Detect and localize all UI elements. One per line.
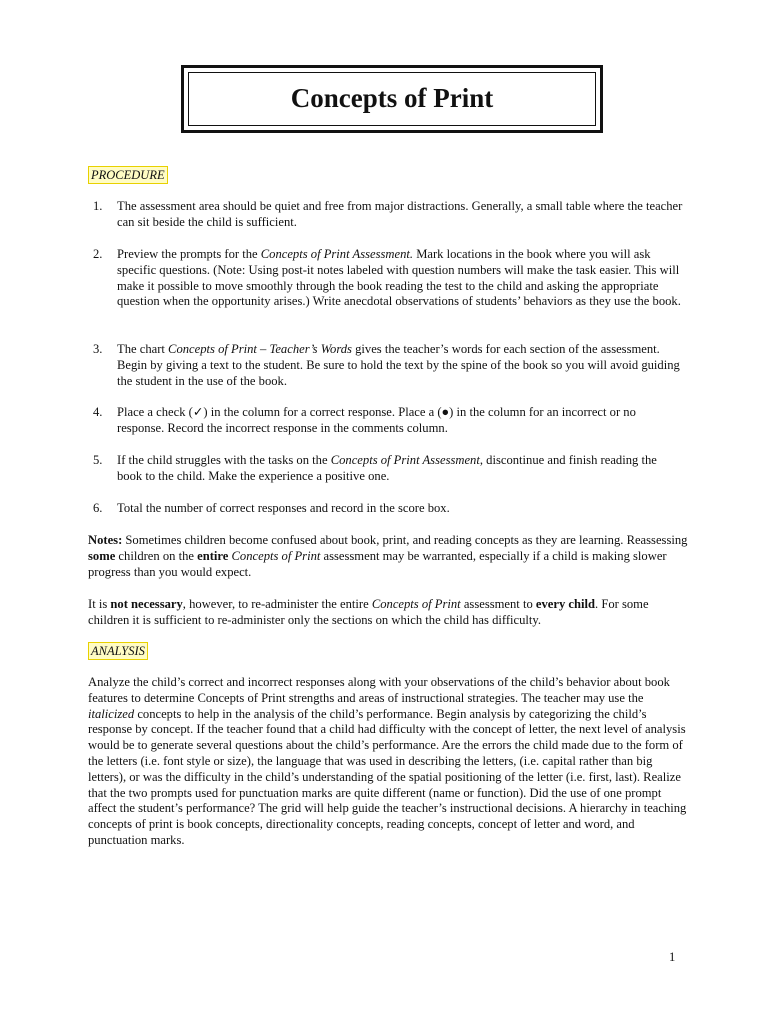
analysis-paragraph: Analyze the child’s correct and incorrect responses along with your observations of the child’s behavior about book features to determine Concepts of Print strengths and areas of instructional strategies. The teacher may use the italicized concepts to help in the analysis of the child’s performance. Begin analysis by categorizing the child’s response by concept. If the teacher found that a child had difficulty with the concept of letter, the next level of analysis would be to generate several questions about the child’s performance. Are the errors the child made due to the form of the letters (i.e. font style or size), the language that was used in describing the letters, (i.e. capital rather than big letters), or was the difficulty in the child’s understanding of the spatial positioning of the letter (i.e. first, last). Realize that the two prompts used for punctuation marks are quite different (name or function). Did the use of one prompt affect the student’s performance? The grid will help guide the teacher’s instructional decisions. A hierarchy in teaching concepts of print is book concepts, directionality concepts, reading concepts, concept of letter and word, and punctuation marks. <box>88 675 687 847</box>
step-number: 6. <box>93 501 103 515</box>
step-emphasis: Concepts of Print – Teacher’s Words <box>168 342 352 356</box>
step-emphasis: Concepts of Print Assessment <box>330 453 480 467</box>
page-number: 1 <box>669 950 676 964</box>
step-3 <box>93 342 683 389</box>
step-text: Total the number of correct responses and record in the score box. <box>117 501 450 515</box>
step-text: The chart Concepts of Print – Teacher’s Words gives the teacher’s words for each section of the assessment. Begin by giving a text to the student. Be sure to hold the text by the spine of the book so you will avoid guiding the student in the use of the book. <box>117 342 680 388</box>
step-text: If the child struggles with the tasks on the Concepts of Print Assessment, discontinue and finish reading the book to the child. Make the experience a positive one. <box>117 453 657 483</box>
step-5 <box>93 453 683 485</box>
not-necessary-paragraph: It is not necessary, however, to re-administer the entire Concepts of Print assessment to every child. For some children it is sufficient to re-administer only the sections on which the child has difficulty. <box>88 597 649 627</box>
title-box <box>181 65 603 133</box>
step-number: 2. <box>93 247 103 261</box>
step-6 <box>93 501 683 517</box>
step-emphasis: Concepts of Print Assessment. <box>260 247 414 261</box>
analysis-heading: ANALYSIS <box>88 642 148 660</box>
step-1 <box>93 199 683 231</box>
page-title: Concepts of Print <box>290 83 494 114</box>
step-4 <box>93 405 683 437</box>
step-number: 4. <box>93 405 103 419</box>
step-number: 5. <box>93 453 103 467</box>
step-text: Place a check (✓) in the column for a correct response. Place a (●) in the column for an incorrect or no response. Record the incorrect response in the comments column. <box>117 405 636 435</box>
notes-paragraph: Notes: Sometimes children become confused about book, print, and reading concepts as they are learning. Reassessing some children on the entire Concepts of Print assessment may be warranted, especially if a child is making slower progress than you would expect. <box>88 533 688 579</box>
step-text: Preview the prompts for the Concepts of Print Assessment. Mark locations in the book where you will ask specific questions. (Note: Using post-it notes labeled with question numbers will make the task easier. This will make it possible to move smoothly through the book reading the test to the child and asking the appropriate question when the opportunity arises.) Write anecdotal observations of students’ behaviors as they use the book. <box>117 247 681 309</box>
step-number: 1. <box>93 199 103 213</box>
step-2 <box>93 247 683 310</box>
notes-label: Notes: <box>88 533 123 547</box>
step-text: The assessment area should be quiet and free from major distractions. Generally, a small table where the teacher can sit beside the child is sufficient. <box>117 199 683 229</box>
step-number: 3. <box>93 342 103 356</box>
procedure-heading: PROCEDURE <box>88 166 168 184</box>
title-inner-frame <box>188 72 596 126</box>
